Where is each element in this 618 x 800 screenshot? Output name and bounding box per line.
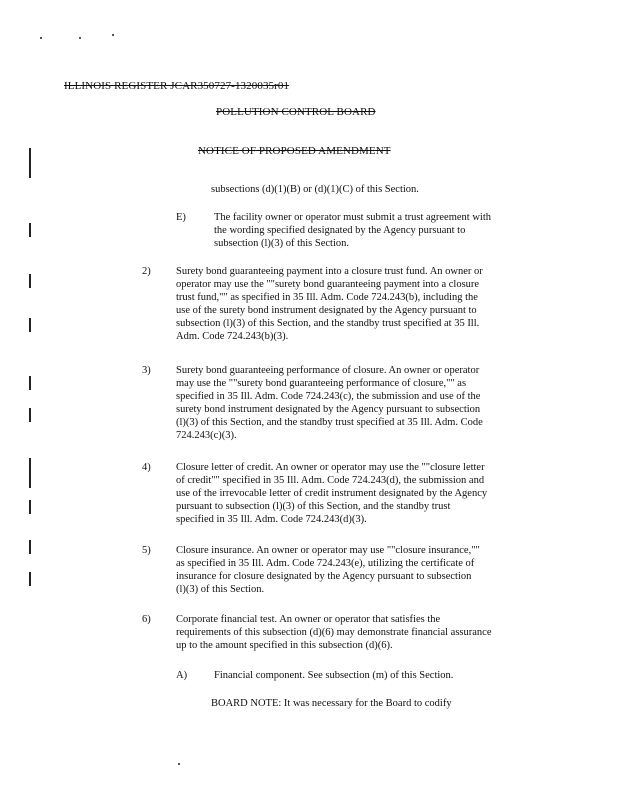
- change-bar: [29, 274, 31, 288]
- change-bar: [29, 148, 31, 178]
- item-3-label: 3): [142, 365, 151, 376]
- change-bar: [29, 500, 31, 514]
- item-5-label: 5): [142, 545, 151, 556]
- change-bar: [29, 458, 31, 488]
- change-bar: [29, 318, 31, 332]
- board-header: POLLUTION CONTROL BOARD: [216, 106, 376, 118]
- register-text: ILLINOIS REGISTER JCAR350727-1320035r01: [64, 80, 290, 92]
- item-2-label: 2): [142, 266, 151, 277]
- continued-text: subsections (d)(1)(B) or (d)(1)(C) of this Section.: [211, 184, 419, 195]
- item-5-text: Closure insurance. An owner or operator may use ""closure insurance,"" as specified in 35 Ill. Adm. Code 724.243(e), utilizing the certificate of insurance for closure designated by the Agency pursuant to subsection (l)(3) of this Section.: [176, 545, 480, 595]
- item-6a-text: Financial component. See subsection (m) of this Section.: [214, 670, 454, 681]
- item-4-text: Closure letter of credit. An owner or operator may use the ""closure letter of credit"" specified in 35 Ill. Adm. Code 724.243(d), the submission and use of the irrevocable letter of credit instrument designated by the Agency pursuant to subsection (l)(3) of this Section, and the standby trust specified in 35 Ill. Adm. Code 724.243(d)(3).: [176, 462, 488, 525]
- item-6-label: 6): [142, 614, 151, 625]
- item-e-label: E): [176, 212, 186, 223]
- scan-speck: [79, 37, 81, 39]
- item-e-text: The facility owner or operator must submit a trust agreement with the wording specified designated by the Agency pursuant to subsection (l)(3) of this Section.: [214, 212, 492, 249]
- item-6a-label: A): [176, 670, 188, 681]
- board-note: BOARD NOTE: It was necessary for the Board to codify: [211, 698, 452, 709]
- scan-speck: [112, 34, 114, 36]
- item-4-label: 4): [142, 462, 151, 473]
- change-bar: [29, 223, 31, 237]
- change-bar: [29, 376, 31, 390]
- scan-speck: [40, 37, 42, 39]
- notice-header: NOTICE OF PROPOSED AMENDMENT: [198, 145, 391, 157]
- change-bar: [29, 572, 31, 586]
- scan-speck: [178, 763, 180, 765]
- item-6-text: Corporate financial test. An owner or operator that satisfies the requirements of this subsection (d)(6) may demonstrate financial assurance up to the amount specified in this subsection (d)(6).: [176, 614, 492, 651]
- change-bar: [29, 540, 31, 554]
- item-3-text: Surety bond guaranteeing performance of closure. An owner or operator may use the ""surety bond guaranteeing performance of closure,"" as specified in 35 Ill. Adm. Code 724.243(c), the submission and use of the surety bond instrument designated by the Agency pursuant to subsection (l)(3) of this Section, and the standby trust specified at 35 Ill. Adm. Code 724.243(c)(3).: [176, 365, 483, 441]
- change-bar: [29, 408, 31, 422]
- register-header: [64, 80, 289, 93]
- item-2-text: Surety bond guaranteeing payment into a closure trust fund. An owner or operator may use the ""surety bond guaranteeing payment into a closure trust fund,"" as specified in 35 Ill. Adm. Code 724.243(b), including the use of the surety bond instrument designated by the Agency pursuant to subsection (l)(3) of this Section, and the standby trust specified at 35 Ill. Adm. Code 724.243(b)(3).: [176, 266, 483, 342]
